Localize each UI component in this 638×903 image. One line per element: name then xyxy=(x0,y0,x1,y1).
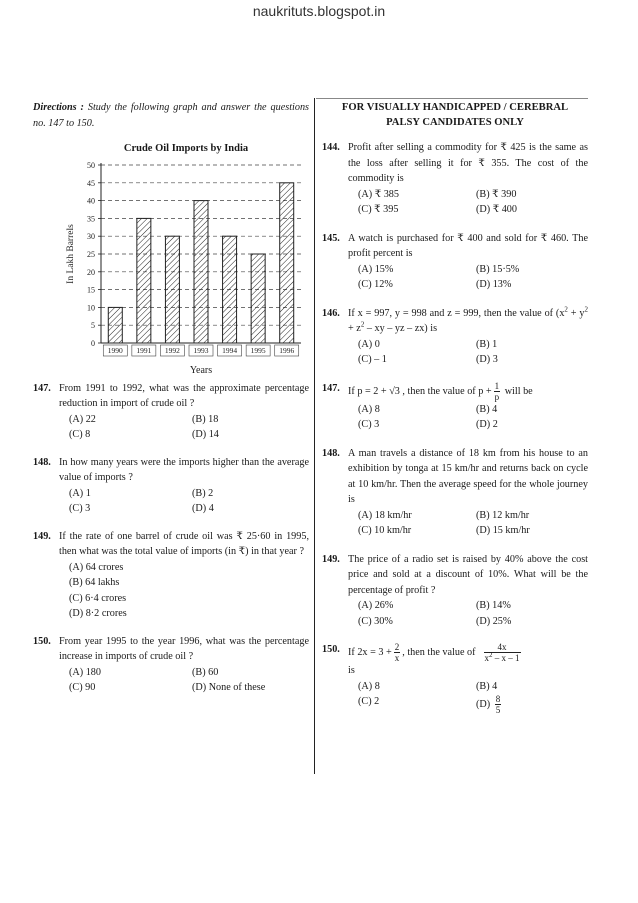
question-text: Profit after selling a commodity for ₹ 425 is the same as the loss after selling it for ₹ 355. The cost of the commodity is xyxy=(348,142,588,184)
numerator: 8 xyxy=(495,694,501,704)
option-d[interactable]: (D) 25% xyxy=(476,615,512,627)
options xyxy=(69,412,309,443)
x-tick-label: 1992 xyxy=(164,345,180,355)
option-d[interactable]: (D) 4 xyxy=(192,503,214,514)
option-d[interactable]: (D) 3 xyxy=(476,354,498,365)
question-144 xyxy=(322,140,588,218)
option-a[interactable]: (A) 26% xyxy=(358,600,394,611)
option-c[interactable]: (C) 3 xyxy=(358,419,380,430)
bar-1992 xyxy=(165,236,179,343)
option-a[interactable]: (A) 64 crores xyxy=(69,561,124,573)
option-b[interactable]: (B) 64 lakhs xyxy=(69,577,120,588)
chart xyxy=(33,141,309,379)
y-tick-label: 30 xyxy=(87,231,95,241)
denominator: $x^2$ – x – 1 xyxy=(484,651,520,663)
y-tick-label: 50 xyxy=(87,160,95,170)
option-d[interactable]: (D) 8·2 crores xyxy=(69,608,127,619)
denominator: x xyxy=(394,653,400,663)
bar-1991 xyxy=(137,218,151,343)
text-part: – x – 1 xyxy=(492,653,520,663)
section-header: FOR VISUALLY HANDICAPPED / CEREBRAL PALSY CANDIDATES ONLY xyxy=(341,102,569,128)
bar-1995 xyxy=(251,254,265,343)
x-tick-label: 1994 xyxy=(222,345,238,355)
bar-1993 xyxy=(194,200,208,342)
option-a[interactable]: (A) ₹ 385 xyxy=(358,188,399,200)
y-tick-label: 35 xyxy=(87,213,95,223)
question-149 xyxy=(33,529,309,622)
bar-chart xyxy=(33,157,309,379)
option-a[interactable]: (A) 18 km/hr xyxy=(358,509,412,521)
exponent: 2 xyxy=(564,305,568,314)
x-tick-label: 1995 xyxy=(250,345,266,355)
question-150 xyxy=(322,642,588,715)
option-b[interactable]: (B) 12 km/hr xyxy=(476,509,530,521)
directions xyxy=(33,100,309,131)
question-text: From year 1995 to the year 1996, what was the percentage increase in imports of crude oil ? xyxy=(59,635,309,662)
option-c[interactable]: (C) 12% xyxy=(358,279,393,290)
options xyxy=(358,598,588,629)
text-part: will be xyxy=(502,385,533,397)
text-part: If x = 997, y = 998 and z = 999, then the value of (x xyxy=(348,307,565,319)
options xyxy=(69,560,309,622)
option-c[interactable]: (C) 90 xyxy=(69,682,96,693)
bar-1996 xyxy=(280,182,294,342)
question-147 xyxy=(33,381,309,443)
options xyxy=(358,402,588,433)
denominator: p xyxy=(494,391,500,402)
numerator: 2 xyxy=(394,642,400,652)
option-d[interactable]: (D) None of these xyxy=(192,682,266,693)
exponent: 2 xyxy=(360,320,365,329)
fraction xyxy=(495,694,502,715)
question-text: From 1991 to 1992, what was the approximate percentage reduction in import of crude oil ? xyxy=(59,382,309,409)
text-part: + z xyxy=(348,323,361,334)
option-d[interactable]: (D) 14 xyxy=(192,429,219,440)
question-147 xyxy=(322,381,588,433)
y-tick-label: 45 xyxy=(87,178,95,188)
options xyxy=(358,337,588,368)
right-column xyxy=(322,100,588,715)
question-text: In how many years were the imports higher than the average value of imports ? xyxy=(59,456,309,483)
options xyxy=(358,508,588,539)
question-number: 149. xyxy=(33,530,51,542)
question-number: 150. xyxy=(322,644,340,655)
question-number: 148. xyxy=(322,447,340,459)
question-146 xyxy=(322,306,588,368)
option-a[interactable]: (A) 180 xyxy=(69,666,101,678)
x-tick-label: 1991 xyxy=(136,345,152,355)
y-tick-label: 15 xyxy=(87,285,95,295)
text-part: + y xyxy=(567,307,585,319)
y-tick-label: 0 xyxy=(91,338,95,348)
question-text xyxy=(348,642,588,679)
question-text xyxy=(348,381,588,402)
option-d[interactable]: (D) 2 xyxy=(476,419,498,430)
text-part: If 2x = 3 + xyxy=(348,646,392,658)
column-divider xyxy=(314,98,315,774)
question-number: 145. xyxy=(322,232,340,244)
y-tick-label: 25 xyxy=(87,249,95,259)
option-c[interactable]: (C) 2 xyxy=(358,696,380,707)
option-b[interactable]: (B) 2 xyxy=(192,487,214,499)
fraction xyxy=(494,381,501,402)
directions-label: Directions : xyxy=(33,102,84,113)
option-a[interactable]: (A) 8 xyxy=(358,403,380,415)
numerator: 4x xyxy=(484,642,521,653)
question-text: The price of a radio set is raised by 40% above the cost price and sold at a discount of 10%. What will be the percentage of profit ? xyxy=(348,553,588,596)
question-number: 149. xyxy=(322,553,340,565)
option-c[interactable]: (C) 30% xyxy=(358,615,393,627)
question-number: 150. xyxy=(33,635,51,647)
question-number: 146. xyxy=(322,307,340,319)
bar-1990 xyxy=(108,307,122,343)
options xyxy=(358,187,588,218)
y-tick-label: 40 xyxy=(87,196,95,206)
fraction xyxy=(394,642,401,663)
option-a[interactable]: (A) 15% xyxy=(358,263,394,275)
exponent: 2 xyxy=(584,305,588,314)
x-axis-label: Years xyxy=(189,364,213,376)
question-text xyxy=(348,306,588,337)
left-column xyxy=(33,100,309,696)
option-c[interactable]: (C) – 1 xyxy=(358,354,387,365)
x-tick-label: 1996 xyxy=(279,345,295,355)
text-part: is xyxy=(348,665,355,676)
x-tick-label: 1990 xyxy=(107,345,123,355)
options xyxy=(358,679,588,716)
option-label: (D) xyxy=(476,698,491,710)
question-number: 148. xyxy=(33,456,51,468)
option-d[interactable] xyxy=(476,694,588,715)
left-questions xyxy=(33,381,309,696)
option-c[interactable]: (C) 8 xyxy=(69,429,91,440)
denominator: 5 xyxy=(495,705,501,715)
question-text: If the rate of one barrel of crude oil was ₹ 25·60 in 1995, then what was the total value of imports (in ₹) in that year ? xyxy=(59,530,309,557)
option-a[interactable]: (A) 1 xyxy=(69,487,91,499)
option-a[interactable]: (A) 8 xyxy=(358,680,380,692)
y-tick-label: 5 xyxy=(91,320,95,330)
option-c[interactable]: (C) 10 km/hr xyxy=(358,525,412,536)
question-number: 147. xyxy=(33,382,51,394)
question-145 xyxy=(322,231,588,293)
option-a[interactable]: (A) 22 xyxy=(69,413,96,425)
question-149 xyxy=(322,552,588,630)
x-tick-label: 1993 xyxy=(193,345,209,355)
option-c[interactable]: (C) 3 xyxy=(69,503,91,514)
directions-text: Study the following graph and answer the questions no. 147 to 150. xyxy=(33,102,310,129)
option-b[interactable]: (B) 60 xyxy=(192,666,219,678)
text-part: x xyxy=(484,653,490,663)
text-part: , then the value of xyxy=(402,646,476,658)
option-b[interactable]: (B) 14% xyxy=(476,600,511,611)
y-tick-label: 10 xyxy=(87,302,95,312)
option-a[interactable]: (A) 0 xyxy=(358,338,380,350)
site-url[interactable]: naukrituts.blogspot.in xyxy=(252,3,386,19)
question-150 xyxy=(33,634,309,696)
header-rule xyxy=(316,98,588,99)
question-text: A man travels a distance of 18 km from his house to an exhibition by tonga at 15 km/hr and returns back on cycle at 10 km/hr. Then the average speed for the whole journey is xyxy=(348,447,588,505)
numerator: 1 xyxy=(494,380,500,391)
text-part: If p = 2 + √3 , then the value of p + xyxy=(348,385,492,397)
chart-title: Crude Oil Imports by India xyxy=(123,143,249,154)
options xyxy=(69,665,309,696)
bar-1994 xyxy=(223,236,237,343)
question-148 xyxy=(33,455,309,517)
question-148 xyxy=(322,446,588,539)
text-part: – xy – yz – zx) is xyxy=(364,323,438,334)
option-b[interactable]: (B) 15·5% xyxy=(476,263,520,275)
option-d[interactable]: (D) 13% xyxy=(476,279,512,290)
option-b[interactable]: (B) 4 xyxy=(476,680,498,692)
y-axis-label: In Lakh Barrels xyxy=(66,223,76,284)
question-number: 144. xyxy=(322,142,340,153)
options xyxy=(69,486,309,517)
y-tick-label: 20 xyxy=(87,267,95,277)
option-c[interactable]: (C) ₹ 395 xyxy=(358,204,399,215)
question-number: 147. xyxy=(322,382,340,394)
option-d[interactable]: (D) 15 km/hr xyxy=(476,525,530,536)
option-c[interactable]: (C) 6·4 crores xyxy=(69,592,127,604)
question-text: A watch is purchased for ₹ 400 and sold for ₹ 460. The profit percent is xyxy=(348,232,588,259)
option-b[interactable]: (B) 18 xyxy=(192,413,219,425)
fraction xyxy=(484,642,521,663)
option-d[interactable]: (D) ₹ 400 xyxy=(476,204,517,215)
option-b[interactable]: (B) ₹ 390 xyxy=(476,188,517,200)
option-b[interactable]: (B) 1 xyxy=(476,338,498,350)
option-b[interactable]: (B) 4 xyxy=(476,403,498,415)
options xyxy=(358,262,588,293)
